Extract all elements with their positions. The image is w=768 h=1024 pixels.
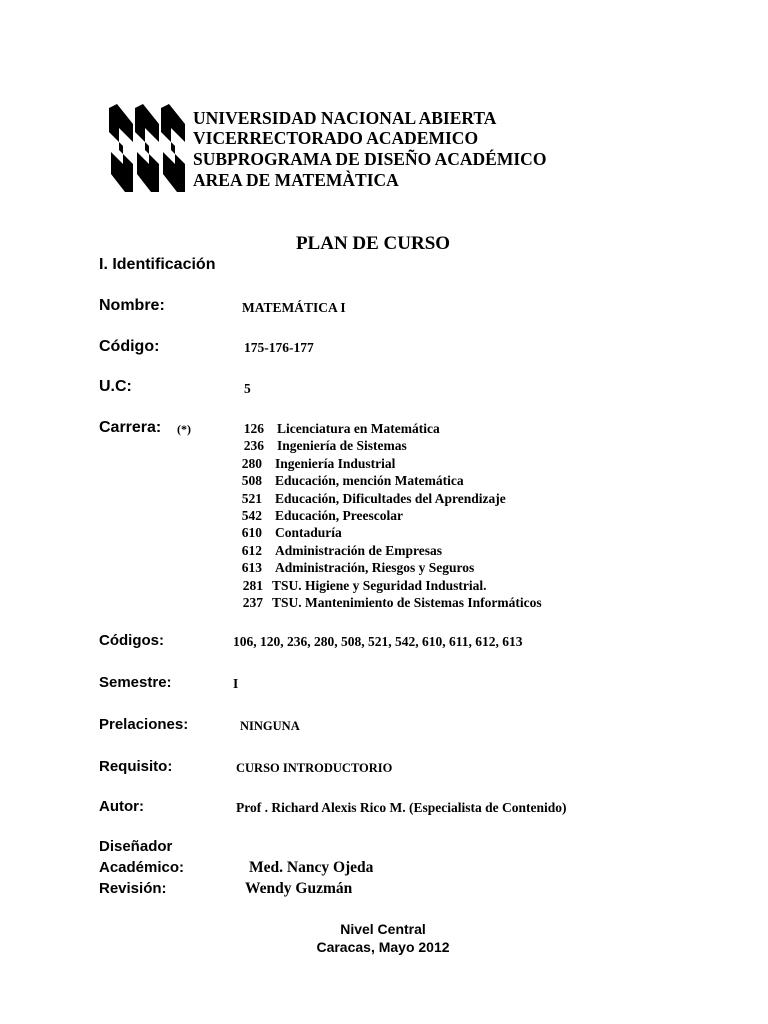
carrera-name: Ingeniería de Sistemas — [277, 438, 407, 454]
carrera-name: Educación, mención Matemática — [275, 473, 464, 489]
carrera-note: (*) — [177, 422, 191, 436]
page-title: PLAN DE CURSO — [295, 233, 451, 254]
prelaciones-value: NINGUNA — [240, 719, 300, 733]
disenador-label: Diseñador — [99, 838, 173, 855]
carrera-code: 126 — [243, 421, 264, 436]
carrera-code: 237 — [242, 595, 263, 610]
carrera-name: Ingeniería Industrial — [275, 455, 396, 471]
carrera-name: Educación, Dificultades del Aprendizaje — [275, 490, 506, 506]
carrera-name: Educación, Preescolar — [275, 508, 403, 523]
carrera-name: TSU. Higiene y Seguridad Industrial. — [272, 577, 487, 593]
carrera-name: TSU. Mantenimiento de Sistemas Informáticos — [272, 595, 542, 610]
semestre-value: I — [233, 676, 239, 691]
footer-location: Nivel Central — [340, 921, 426, 937]
codigo-label: Código: — [99, 338, 160, 355]
disenador-value: Med. Nancy Ojeda — [249, 859, 374, 876]
revision-value: Wendy Guzmán — [245, 880, 353, 897]
academico-label: Académico: — [99, 859, 185, 876]
carrera-code: 613 — [241, 560, 262, 576]
codigos-value: 106, 120, 236, 280, 508, 521, 542, 610, 611, 612, 613 — [233, 634, 523, 649]
requisito-value: CURSO INTRODUCTORIO — [236, 761, 393, 775]
carrera-label: Carrera: — [99, 419, 162, 436]
header-line-area: AREA DE MATEMÀTICA — [193, 170, 399, 190]
footer-date: Caracas, Mayo 2012 — [316, 939, 450, 955]
carrera-code: 236 — [243, 438, 264, 454]
header-line-subprograma: SUBPROGRAMA DE DISEÑO ACADÉMICO — [193, 149, 547, 169]
carrera-code: 508 — [241, 473, 262, 489]
autor-label: Autor: — [99, 798, 144, 815]
header-line-vicerrectorado: VICERRECTORADO ACADEMICO — [193, 128, 479, 148]
codigos-label: Códigos: — [99, 632, 164, 649]
carrera-code: 281 — [242, 577, 263, 593]
nombre-value: MATEMÁTICA I — [242, 300, 346, 315]
carrera-code: 280 — [241, 455, 262, 471]
carrera-code: 612 — [241, 542, 262, 558]
carrera-code: 521 — [241, 490, 262, 506]
carrera-code: 542 — [241, 508, 262, 523]
university-logo — [107, 102, 189, 194]
autor-value: Prof . Richard Alexis Rico M. (Especialista de Contenido) — [236, 800, 567, 815]
nombre-label: Nombre: — [99, 297, 165, 314]
revision-label: Revisión: — [99, 880, 167, 897]
carrera-name: Licenciatura en Matemática — [277, 421, 440, 436]
uc-value: 5 — [244, 381, 251, 396]
uc-label: U.C: — [99, 378, 132, 395]
section-heading: I. Identificación — [99, 256, 216, 273]
carrera-name: Contaduría — [275, 525, 342, 541]
codigo-value: 175-176-177 — [244, 340, 314, 355]
requisito-label: Requisito: — [99, 758, 173, 775]
semestre-label: Semestre: — [99, 674, 172, 691]
carrera-name: Administración, Riesgos y Seguros — [275, 560, 475, 576]
carrera-code: 610 — [241, 525, 262, 541]
prelaciones-label: Prelaciones: — [99, 716, 189, 733]
header-line-university: UNIVERSIDAD NACIONAL ABIERTA — [193, 108, 497, 128]
carrera-name: Administración de Empresas — [275, 542, 443, 558]
